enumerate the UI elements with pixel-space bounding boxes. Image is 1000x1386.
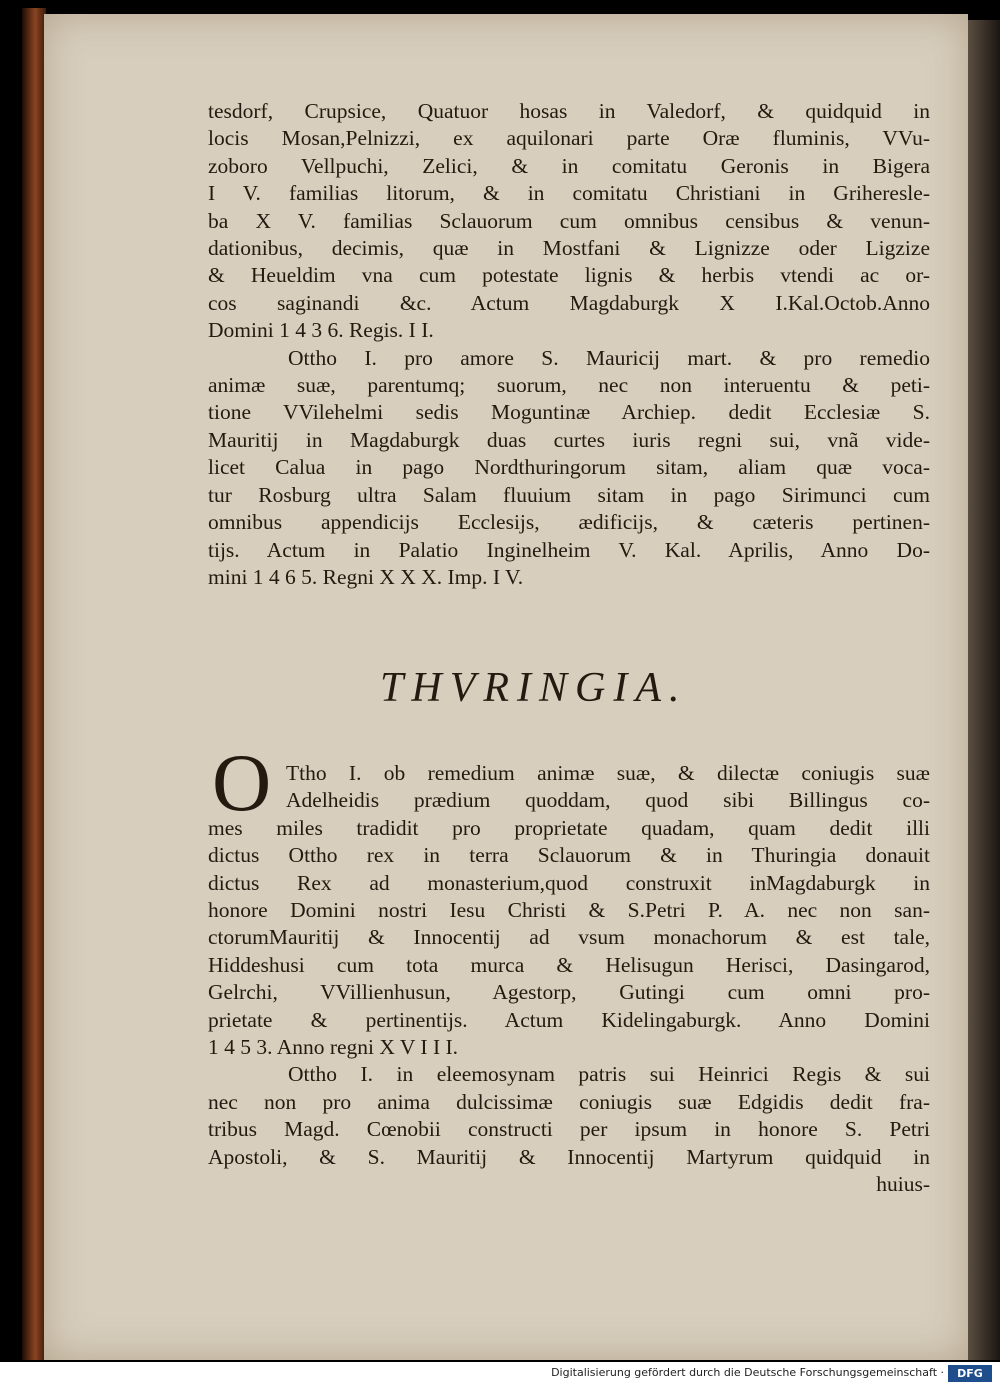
text-line: tesdorf, Crupsice, Quatuor hosas in Valedorf, & quidquid in bbox=[208, 99, 930, 123]
text-line: Ttho I. ob remedium animæ suæ, & dilectæ coniugis suæ bbox=[286, 761, 930, 785]
text-line: mini 1 4 6 5. Regni X X X. Imp. I V. bbox=[208, 564, 524, 589]
text-line: dictus Rex ad monasterium,quod construxit inMagdaburgk in bbox=[208, 870, 930, 895]
text-line: Hiddeshusi cum tota murca & Helisugun Herisci, Dasingarod, bbox=[208, 952, 930, 977]
text-line: tijs. Actum in Palatio Inginelheim V. Kal. Aprilis, Anno Do- bbox=[208, 537, 930, 562]
text-line: Ottho I. pro amore S. Mauricij mart. & pro remedio bbox=[288, 345, 930, 370]
text-line: Apostoli, & S. Mauritij & Innocentij Martyrum quidquid in bbox=[208, 1144, 930, 1169]
text-line: dictus Ottho rex in terra Sclauorum & in Thuringia donauit bbox=[208, 843, 930, 868]
text-line: Adelheidis prædium quoddam, quod sibi Billingus co- bbox=[286, 788, 930, 813]
text-line: Gelrchi, VVillienhusun, Agestorp, Gutingi cum omni pro- bbox=[208, 980, 930, 1005]
text-line: tribus Magd. Cœnobii constructi per ipsum in honore S. Petri bbox=[208, 1117, 930, 1142]
text-block-one bbox=[208, 98, 930, 591]
text-line: dationibus, decimis, quæ in Mostfani & Lignizze oder Ligzize bbox=[208, 236, 930, 261]
text-line: tur Rosburg ultra Salam fluuium sitam in pago Sirimunci cum bbox=[208, 482, 930, 507]
text-block-two bbox=[208, 760, 930, 1199]
text-line: honore Domini nostri Iesu Christi & S.Petri P. A. nec non san- bbox=[208, 898, 930, 923]
text-line: cos saginandi &c. Actum Magdaburgk X I.Kal.Octob.Anno bbox=[208, 290, 930, 315]
drop-cap-lines bbox=[208, 760, 930, 815]
catchword: huius- bbox=[876, 1172, 930, 1197]
text-line: Ottho I. in eleemosynam patris sui Heinrici Regis & sui bbox=[288, 1062, 930, 1087]
text-line: omnibus appendicijs Ecclesijs, ædificijs, & cæteris pertinen- bbox=[208, 510, 930, 535]
text-line: 1 4 5 3. Anno regni X V I I I. bbox=[208, 1035, 459, 1060]
text-line: nec non pro anima dulcissimæ coniugis suæ Edgidis dedit fra- bbox=[208, 1089, 930, 1114]
text-line: zoboro Vellpuchi, Zelici, & in comitatu Geronis in Bigera bbox=[208, 153, 930, 178]
text-line: & Heueldim vna cum potestate lignis & herbis vtendi ac or- bbox=[208, 263, 930, 288]
dfg-logo-icon[interactable]: DFG bbox=[948, 1365, 992, 1382]
text-line: Domini 1 4 3 6. Regis. I I. bbox=[208, 318, 434, 343]
text-line: licet Calua in pago Nordthuringorum sitam, aliam quæ voca- bbox=[208, 455, 930, 480]
section-heading: THVRINGIA. bbox=[380, 665, 688, 711]
text-line: I V. familias litorum, & in comitatu Christiani in Griheresle- bbox=[208, 181, 930, 206]
text-line: Mauritij in Magdaburgk duas curtes iuris regni sui, vnã vide- bbox=[208, 427, 930, 452]
funding-notice: Digitalisierung gefördert durch die Deutsche Forschungsgemeinschaft · bbox=[551, 1366, 944, 1379]
drop-cap: O bbox=[212, 737, 272, 828]
text-line: tione VVilehelmi sedis Moguntinæ Archiep. dedit Ecclesiæ S. bbox=[208, 400, 930, 425]
text-line: locis Mosan,Pelnizzi, ex aquilonari parte Oræ fluminis, VVu- bbox=[208, 126, 930, 151]
text-line: ctorumMauritij & Innocentij ad vsum monachorum & est tale, bbox=[208, 925, 930, 950]
book-edge-left bbox=[22, 8, 46, 1360]
text-line: prietate & pertinentijs. Actum Kidelingaburgk. Anno Domini bbox=[208, 1007, 930, 1032]
footer-bar bbox=[0, 1362, 1000, 1386]
text-line: mes miles tradidit pro proprietate quadam, quam dedit illi bbox=[208, 815, 930, 840]
text-line: animæ suæ, parentumq; suorum, nec non interuentu & peti- bbox=[208, 373, 930, 398]
book-edge-right bbox=[966, 20, 1000, 1360]
text-line: ba X V. familias Sclauorum cum omnibus censibus & venun- bbox=[208, 208, 930, 233]
